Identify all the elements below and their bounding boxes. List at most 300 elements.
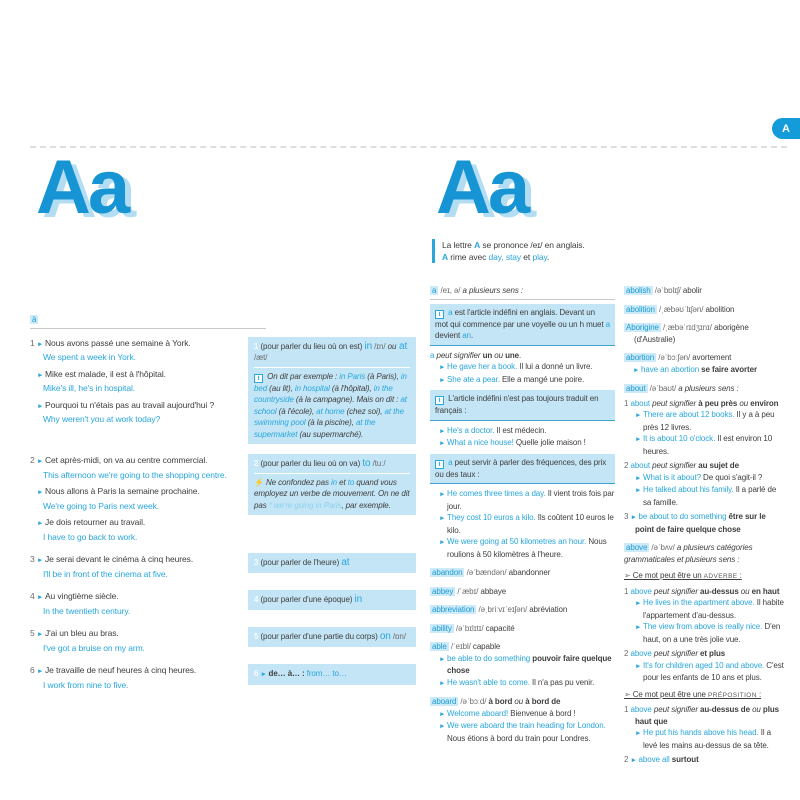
text-line: [430, 304, 615, 346]
text-segment: aboard: [432, 697, 457, 706]
text-segment: at: [396, 340, 408, 352]
text-line: [439, 374, 615, 387]
text-segment: ►: [36, 631, 45, 638]
text-segment: De quoi s'agit-il ?: [700, 472, 763, 482]
text-line: [30, 469, 234, 482]
example-group: [30, 664, 234, 691]
text-segment: ►: [635, 730, 644, 737]
sense-row: [30, 337, 416, 445]
text-segment: Quelle jolie maison !: [513, 438, 586, 447]
text-segment: (à l'hôpital),: [329, 383, 374, 393]
text-segment: plus haut que: [635, 705, 779, 726]
text-segment: In the twentieth century.: [43, 605, 131, 616]
text-line: [254, 594, 410, 606]
sense-box: [248, 553, 416, 573]
text-line: [624, 322, 786, 334]
entries-column-right: [624, 278, 786, 767]
text-segment: /ˌæbəʊˈlɪʃən/: [656, 304, 706, 314]
text-segment: This afternoon we're going to the shopping centre.: [43, 469, 227, 480]
text-segment: He lives in the apartment above.: [643, 598, 755, 607]
text-segment: .: [470, 331, 474, 340]
text-line: [633, 364, 786, 377]
text-segment: above: [630, 649, 652, 658]
text-segment: abolition: [705, 304, 735, 314]
text-segment: être sur le point de faire quelque chose: [635, 512, 766, 534]
text-segment: in the countryside: [254, 383, 393, 404]
sense-row: [30, 627, 416, 654]
text-segment: ►: [633, 366, 642, 374]
text-segment: /əˈbɔːʃən/: [656, 353, 693, 362]
text-segment: On dit par exemple :: [265, 371, 340, 381]
text-segment: à bord: [488, 697, 513, 706]
letter-pronunciation-note: [432, 239, 786, 263]
text-segment: se prononce /eɪ/ en anglais.: [480, 240, 585, 250]
text-segment: Ce mot peut être une: [632, 689, 709, 699]
text-segment: abolition: [626, 304, 655, 314]
text-segment: (au lit),: [267, 383, 295, 393]
text-segment: Il est environ 10 heures.: [643, 434, 773, 456]
text-line: [30, 399, 234, 414]
text-segment: /eɪ, ə/: [438, 286, 463, 295]
text-segment: L'article indéfini n'est pas toujours traduit en français :: [435, 394, 599, 415]
sense-row: [30, 454, 416, 543]
text-segment: ►: [439, 491, 448, 498]
text-segment: /ɪn/: [372, 341, 388, 351]
text-segment: about: [630, 398, 651, 408]
text-line: [439, 425, 615, 438]
text-segment: (au supermarché).: [297, 429, 364, 439]
text-segment: .: [519, 350, 522, 360]
text-segment: an: [462, 331, 471, 340]
text-segment: un: [482, 350, 493, 360]
text-segment: 1: [624, 398, 631, 408]
right-page-heading: Aa: [436, 145, 528, 230]
text-line: [442, 251, 786, 263]
text-segment: Il habite l'appartement d'au-dessus.: [643, 598, 784, 620]
text-segment: He wasn't able to come.: [447, 677, 530, 687]
text-segment: /ˈæbɪ/: [455, 586, 481, 596]
sense-box: [248, 337, 416, 445]
text-segment: a: [605, 319, 610, 329]
text-segment: de… à… :: [268, 669, 307, 678]
text-line: [30, 664, 234, 679]
text-segment: ►: [635, 487, 644, 494]
text-segment: /əˈbʌv/: [649, 543, 677, 552]
right-page: [430, 145, 786, 767]
text-segment: in: [331, 477, 338, 487]
text-segment: play: [532, 252, 547, 262]
text-segment: It is about 10 o'clock.: [643, 434, 716, 443]
text-segment: be able to do something: [447, 653, 531, 663]
text-line: [624, 285, 786, 297]
text-segment: in: [364, 340, 373, 352]
text-line: [624, 383, 786, 395]
text-segment: ➢: [624, 571, 633, 580]
text-segment: (à la campagne). Mais on dit :: [293, 395, 401, 404]
text-segment: /ˌæbəˈrɪdʒɪnɪ/: [660, 323, 715, 332]
text-segment: a: [432, 286, 437, 295]
text-segment: We were aboard the train heading for London.: [447, 721, 606, 730]
text-segment: ►: [36, 340, 45, 348]
text-segment: ►: [439, 427, 448, 435]
entry-a-grave-headword-row: [30, 314, 266, 329]
text-segment: Bienvenue à bord !: [508, 708, 576, 718]
text-segment: (chez soi),: [344, 406, 385, 416]
text-segment: A: [474, 240, 481, 250]
text-segment: au-dessus: [700, 586, 739, 596]
text-line: [30, 627, 234, 642]
text-segment: Il lui a donné un livre.: [517, 362, 593, 371]
text-segment: a: [448, 307, 453, 317]
text-segment: La lettre: [442, 240, 475, 250]
text-line: [430, 350, 615, 362]
text-line: [624, 570, 786, 583]
entry-a-grave-body: [30, 337, 416, 692]
text-segment: at the supermarket: [254, 418, 376, 439]
text-segment: Cet après-midi, on va au centre commercial.: [44, 455, 208, 465]
text-line: [635, 409, 786, 433]
sense-box: [248, 454, 416, 515]
text-segment: ou: [512, 697, 526, 706]
text-line: [30, 531, 234, 544]
text-segment: at school: [254, 395, 407, 416]
text-segment: ►: [635, 412, 644, 419]
text-segment: peut servir à parler des fréquences, des prix ou des taux :: [435, 457, 607, 479]
text-segment: /tuː/: [370, 459, 386, 468]
text-line: [439, 653, 615, 677]
text-line: [624, 542, 786, 565]
text-segment: Je serai devant le cinéma à cinq heures.: [44, 554, 194, 564]
text-segment: /ɒn/: [390, 632, 406, 641]
text-segment: Ne confondez pas: [265, 477, 331, 487]
text-line: [624, 460, 786, 472]
letter-tab-label: A: [782, 122, 790, 135]
text-line: [635, 433, 786, 457]
text-segment: et: [337, 477, 348, 487]
text-segment: 3: [30, 554, 37, 564]
text-line: [624, 754, 786, 767]
text-segment: The view from above is really nice.: [643, 622, 763, 631]
text-segment: abolish: [626, 286, 651, 295]
text-segment: i: [435, 460, 444, 469]
text-segment: /əˌbriːvɪˈeɪʃən/: [476, 605, 530, 614]
left-page: [30, 145, 416, 691]
text-line: [30, 553, 234, 568]
text-segment: in bed: [254, 371, 407, 393]
text-segment: able: [432, 642, 447, 651]
text-segment: It's for children aged 10 and above.: [643, 660, 765, 670]
text-line: [635, 472, 786, 485]
text-line: [254, 458, 410, 470]
sense-box: [248, 627, 416, 647]
text-segment: a: [448, 457, 453, 467]
text-segment: et plus: [700, 649, 726, 658]
text-segment: ➢: [624, 689, 633, 699]
text-line: [635, 621, 786, 645]
text-segment: à peu près: [698, 398, 738, 408]
text-segment: ⚡: [254, 477, 266, 487]
text-line: [430, 586, 615, 598]
text-segment: at: [341, 557, 350, 568]
text-segment: i: [435, 396, 444, 405]
text-line: [30, 568, 234, 581]
text-segment: (à l'école),: [276, 406, 317, 416]
text-segment: 3: [624, 512, 631, 521]
sense-box: [248, 664, 416, 685]
text-segment: be about to do something: [638, 512, 727, 521]
text-segment: * we're going in Paris: [268, 500, 342, 510]
text-segment: We're going to Paris next week.: [43, 500, 160, 511]
text-segment: abandonner: [508, 568, 551, 577]
text-line: [30, 368, 234, 383]
text-segment: He put his hands above his head.: [643, 728, 759, 737]
text-segment: 2: [624, 649, 631, 658]
text-segment: Pourquoi tu n'étais pas au travail aujourd'hui ?: [45, 399, 215, 410]
text-segment: 1: [30, 337, 37, 348]
text-segment: have an abortion: [641, 364, 700, 374]
example-group: [30, 590, 234, 617]
text-segment: peut signifier: [651, 705, 701, 714]
text-segment: /əˈbɔːd/: [458, 697, 489, 706]
text-segment: PRÉPOSITION: [708, 691, 757, 699]
sense-row: [30, 664, 416, 691]
text-line: [254, 473, 410, 512]
text-segment: We were going at 50 kilometres an hour.: [447, 537, 587, 546]
text-segment: above: [630, 586, 652, 596]
perforation-line: [30, 146, 787, 148]
text-segment: peut signifier: [650, 398, 699, 408]
text-line: [430, 604, 615, 616]
text-segment: 6: [30, 665, 37, 675]
text-segment: /əˈbændən/: [464, 568, 509, 577]
text-segment: day, stay: [488, 252, 522, 262]
example-group: [30, 553, 234, 580]
text-line: [624, 586, 786, 598]
text-segment: ou: [492, 350, 506, 360]
text-segment: abréviation: [529, 605, 568, 614]
sense-box: [248, 590, 416, 610]
text-segment: Ce mot peut être un: [632, 571, 704, 580]
text-segment: abandon: [432, 568, 463, 577]
text-line: [624, 352, 786, 364]
text-line: [442, 239, 786, 251]
text-segment: 5: [30, 628, 37, 638]
text-segment: He comes three times a day.: [447, 489, 546, 498]
text-segment: at the swimming pool: [254, 406, 404, 427]
text-segment: C'est pour les enfants de 10 ans et plus.: [643, 660, 784, 682]
text-segment: ADVERBE: [703, 573, 738, 580]
text-segment: surtout: [669, 755, 699, 764]
text-segment: A: [442, 252, 449, 262]
text-line: [439, 536, 615, 560]
text-segment: aborigène: [714, 323, 749, 332]
text-segment: ►: [36, 557, 45, 564]
text-segment: I'll be in front of the cinema at five.: [43, 568, 168, 579]
text-segment: 1: [624, 586, 631, 596]
text-segment: :: [756, 689, 762, 699]
text-segment: abbreviation: [432, 605, 475, 614]
text-segment: pouvoir faire quelque chose: [447, 653, 612, 675]
text-segment: ou: [749, 705, 763, 714]
text-segment: est l'article indéfini en anglais. Devant un mot qui commence par une voyelle ou un h muet: [435, 307, 606, 329]
text-segment: from… to…: [306, 669, 347, 678]
text-segment: 6: [254, 669, 261, 678]
text-line: [30, 382, 234, 395]
text-line: [439, 361, 615, 374]
example-group: [30, 337, 234, 445]
text-segment: i: [254, 374, 263, 383]
text-segment: ►: [635, 436, 644, 443]
text-segment: rime avec: [448, 252, 489, 262]
text-segment: se faire avorter: [699, 364, 757, 374]
text-segment: Nous allons à Paris la semaine prochaine.: [45, 486, 200, 496]
text-segment: Il a levé les mains au-dessus de sa tête.: [643, 728, 772, 750]
text-segment: ►: [439, 376, 448, 384]
text-line: [30, 516, 234, 531]
text-segment: et: [521, 252, 533, 262]
text-line: [30, 605, 234, 618]
text-segment: I've got a bruise on my arm.: [43, 642, 145, 653]
text-segment: We spent a week in York.: [43, 352, 136, 362]
text-segment: ►: [439, 440, 448, 447]
text-segment: ►: [630, 757, 639, 764]
text-segment: a: [430, 350, 435, 360]
text-segment: Nous avons passé une semaine à York.: [44, 337, 191, 348]
text-line: [635, 660, 786, 684]
letter-tab[interactable]: [772, 118, 800, 139]
entries-column-left: [430, 278, 615, 767]
text-segment: Au vingtième siècle.: [44, 591, 119, 601]
text-segment: Aborigine: [626, 323, 659, 332]
text-segment: 2: [624, 755, 631, 764]
text-segment: ou: [737, 398, 751, 408]
text-segment: (d'Australie): [634, 334, 676, 344]
text-segment: I have to go back to work.: [43, 531, 138, 542]
text-segment: She ate a pear.: [447, 374, 500, 384]
text-segment: Ils coûtent 10 euros le kilo.: [447, 513, 614, 535]
text-segment: about: [626, 384, 646, 393]
text-segment: ►: [439, 364, 448, 371]
text-segment: ►: [635, 600, 644, 607]
text-segment: a plusieurs sens :: [678, 384, 739, 393]
text-line: [439, 720, 615, 744]
text-segment: in Paris: [339, 371, 366, 381]
text-segment: ►: [439, 655, 448, 663]
text-line: [30, 413, 234, 426]
text-line: [30, 500, 234, 513]
text-segment: abortion: [626, 353, 655, 362]
text-segment: peut signifier: [650, 461, 699, 470]
text-segment: .: [547, 252, 550, 262]
text-segment: ►: [36, 594, 45, 601]
text-line: [30, 337, 234, 352]
text-segment: Why weren't you at work today?: [43, 414, 161, 424]
text-segment: en haut: [751, 586, 780, 596]
text-segment: peut signifier: [651, 649, 701, 658]
text-segment: ou: [387, 341, 397, 351]
text-line: [30, 351, 234, 364]
text-segment: J'ai un bleu au bras.: [44, 628, 119, 638]
text-segment: about: [630, 461, 651, 470]
text-segment: He talked about his family.: [643, 485, 734, 494]
text-segment: (pour parler du lieu où on va): [260, 459, 363, 468]
text-line: [430, 285, 615, 300]
text-line: [30, 485, 234, 500]
text-segment: ►: [37, 371, 46, 379]
text-segment: (pour parler de l'heure): [260, 558, 342, 567]
text-line: [430, 623, 615, 635]
text-segment: ►: [635, 662, 644, 670]
text-segment: (pour parler d'une partie du corps): [260, 632, 380, 641]
text-line: [254, 341, 410, 364]
example-group: [30, 627, 234, 654]
text-segment: Je travaille de neuf heures à cinq heures.: [44, 665, 197, 675]
text-segment: Mike est malade, il est à l'hôpital.: [45, 368, 166, 379]
text-line: [439, 437, 615, 450]
text-line: [30, 454, 234, 469]
text-segment: (à Paris),: [365, 371, 401, 381]
text-line: [430, 390, 615, 421]
text-line: [624, 398, 786, 410]
text-line: [30, 642, 234, 655]
text-line: [430, 454, 615, 485]
text-segment: above: [630, 705, 652, 714]
text-segment: ►: [635, 474, 644, 482]
text-segment: /əˈbɒlɪʃ/: [652, 286, 683, 295]
text-segment: au sujet de: [698, 461, 739, 470]
text-segment: Il a parlé de sa famille.: [643, 485, 777, 507]
text-line: [439, 512, 615, 536]
text-line: [439, 708, 615, 721]
text-line: [439, 488, 615, 512]
text-segment: ►: [37, 402, 46, 410]
text-segment: 1: [624, 705, 631, 714]
text-segment: abolir: [682, 286, 702, 295]
text-segment: environ: [750, 398, 779, 408]
example-group: [30, 454, 234, 543]
text-segment: ►: [630, 514, 639, 521]
text-segment: Je dois retourner au travail.: [45, 517, 146, 527]
text-segment: peut signifier: [651, 586, 701, 596]
text-segment: I work from nine to five.: [43, 679, 129, 690]
text-segment: à bord de: [525, 697, 561, 706]
text-segment: ►: [439, 679, 448, 687]
text-line: [254, 631, 410, 643]
text-segment: 2: [30, 455, 37, 465]
text-segment: capable: [472, 642, 501, 651]
text-segment: Il vient trois fois par jour.: [447, 489, 615, 511]
text-segment: capacité: [485, 623, 515, 633]
text-segment: ability: [432, 623, 452, 633]
text-segment: to: [347, 477, 355, 487]
text-segment: There are about 12 books.: [643, 410, 735, 419]
text-segment: /əˈbɪlɪtɪ/: [453, 623, 486, 633]
text-segment: 2: [254, 459, 261, 468]
text-segment: 3: [254, 558, 261, 567]
dictionary-columns: [430, 278, 786, 767]
text-segment: ►: [439, 723, 448, 730]
text-line: [430, 641, 615, 653]
text-segment: 4: [30, 591, 37, 601]
text-line: [254, 367, 410, 441]
text-segment: above all: [638, 755, 670, 764]
text-segment: ►: [439, 515, 448, 522]
text-segment: What a nice house!: [447, 438, 514, 447]
text-line: [30, 679, 234, 692]
text-segment: on: [379, 631, 391, 642]
sense-row: [30, 553, 416, 580]
headword: à: [32, 315, 37, 324]
